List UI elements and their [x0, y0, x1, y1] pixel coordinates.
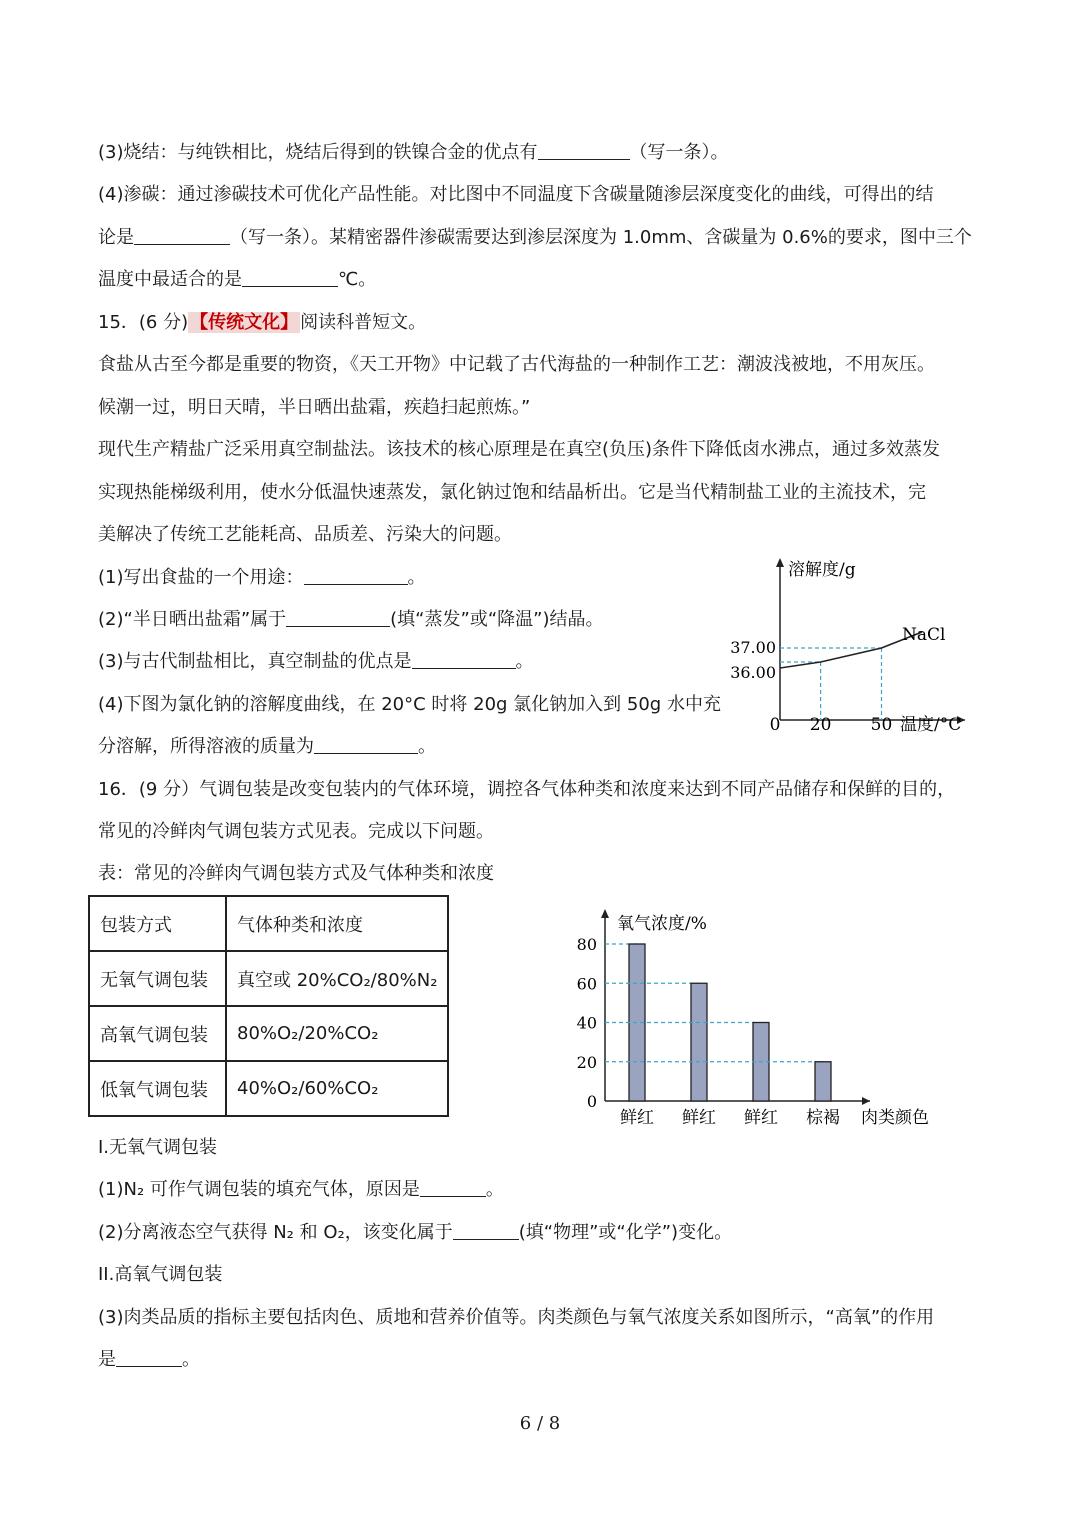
x-axis-label: 温度/°C [900, 715, 962, 735]
q15-1-line [98, 566, 426, 590]
q16-3-line1: (3)肉类品质的指标主要包括肉色、质地和营养价值等。肉类颜色与氧气浓度关系如图所示，“高氧”的作用 [98, 1307, 935, 1328]
table-cell: 无氧气调包装 [89, 951, 226, 1006]
q16-2-line [98, 1221, 732, 1245]
table-cell: 高氧气调包装 [89, 1006, 226, 1061]
q16-intro-line2: 常见的冷鲜肉气调包装方式见表。完成以下问题。 [98, 821, 494, 842]
passage-p2-line2: 实现热能梯级利用，使水分低温快速蒸发，氯化钠过饱和结晶析出。它是当代精制盐工业的主流技术，完 [98, 482, 926, 503]
q16-3-end: 。 [182, 1349, 200, 1370]
table-cell: 40%O₂/60%CO₂ [226, 1061, 448, 1116]
answer-blank[interactable] [453, 1221, 519, 1240]
table-cell: 80%O₂/20%CO₂ [226, 1006, 448, 1061]
y-tick-label: 40 [576, 1013, 597, 1033]
packaging-table [88, 895, 449, 1117]
bar [815, 1062, 831, 1101]
x-tick-label: 20 [809, 715, 832, 735]
passage-p2-line3: 美解决了传统工艺能耗高、品质差、污染大的问题。 [98, 524, 512, 545]
q15-number: 15．(6 分) [98, 312, 189, 333]
y-tick-label: 80 [576, 935, 597, 954]
passage-p2-line1: 现代生产精盐广泛采用真空制盐法。该技术的核心原理是在真空(负压)条件下降低卤水沸点，通过多效蒸发 [98, 439, 941, 460]
y-tick-label: 36.00 [730, 663, 776, 682]
table-row [89, 1061, 448, 1116]
solubility-chart-group [730, 558, 965, 735]
q15-4-text: 分溶解，所得溶液的质量为 [98, 736, 314, 757]
table-cell: 低氧气调包装 [89, 1061, 226, 1116]
q16-3-line2 [98, 1348, 200, 1372]
answer-blank[interactable] [304, 566, 408, 585]
table-header-cell: 气体种类和浓度 [226, 896, 448, 951]
category-label: 鲜红 [620, 1108, 654, 1128]
q15-1-text: (1)写出食盐的一个用途： [98, 567, 304, 588]
q14-4-prefix: 论是 [98, 227, 134, 248]
q16-3-prefix: 是 [98, 1349, 116, 1370]
q15-3-line [98, 650, 534, 674]
y-tick-label: 20 [576, 1052, 597, 1072]
x-tick-label: 0 [769, 715, 781, 735]
q15-2-line [98, 608, 604, 632]
solubility-chart [720, 552, 990, 742]
table-row [89, 1006, 448, 1061]
q15-2-suffix: (填“蒸发”或“降温”)结晶。 [390, 609, 604, 630]
y-tick-label: 37.00 [730, 638, 776, 657]
q14-4-line2 [98, 226, 972, 250]
series-label: NaCl [902, 625, 946, 645]
y-tick-label: 60 [576, 974, 597, 994]
q15-3-end: 。 [515, 651, 534, 672]
q14-3-text: (3)烧结：与纯铁相比，烧结后得到的铁镍合金的优点有 [98, 142, 538, 163]
category-label: 棕褐 [806, 1108, 840, 1128]
q16-1-text: (1)N₂ 可作气调包装的填充气体，原因是 [98, 1179, 420, 1200]
section-2-heading: II.高氧气调包装 [98, 1264, 223, 1285]
q14-3-suffix: （写一条）。 [629, 142, 729, 163]
traditional-culture-tag: 【传统文化】 [190, 312, 299, 333]
q16-2-text: (2)分离液态空气获得 N₂ 和 O₂，该变化属于 [98, 1222, 453, 1243]
q15-heading [98, 311, 426, 335]
passage-p1-line2: 候潮一过，明日天晴，半日晒出盐霜，疾趋扫起煎炼。” [98, 397, 531, 418]
q15-4-end: 。 [418, 736, 436, 757]
page-number: 6 / 8 [519, 1413, 561, 1434]
answer-blank[interactable] [286, 608, 390, 627]
y-axis-arrow [601, 909, 609, 918]
answer-blank[interactable] [242, 268, 338, 287]
table-header-cell: 包装方式 [89, 896, 226, 951]
answer-blank[interactable] [420, 1178, 486, 1197]
q14-4-text: （写一条）。某精密器件渗碳需要达到渗层深度为 1.0mm、含碳量为 0.6%的要求，图中三个 [230, 227, 972, 248]
answer-blank[interactable] [134, 226, 230, 245]
table-caption: 表：常见的冷鲜肉气调包装方式及气体种类和浓度 [98, 863, 494, 884]
x-axis-arrow [862, 1097, 870, 1105]
oxygen-bar-chart [570, 905, 950, 1135]
q16-intro-line1: 16．(9 分）气调包装是改变包装内的气体环境，调控各气体种类和浓度来达到不同产品储存和保鲜的目的， [98, 779, 956, 800]
x-tick-label: 50 [870, 715, 893, 735]
category-label: 鲜红 [682, 1108, 716, 1128]
q14-3-line [98, 141, 729, 165]
q14-4-prefix2: 温度中最适合的是 [98, 269, 242, 290]
answer-blank[interactable] [538, 141, 630, 160]
table-header-row [89, 896, 448, 951]
y-tick-label: 0 [586, 1092, 597, 1111]
bar-chart-group [577, 909, 929, 1128]
q16-2-suffix: (填“物理”或“化学”)变化。 [518, 1222, 733, 1243]
passage-p1-line1: 食盐从古至今都是重要的物资，《天工开物》中记载了古代海盐的一种制作工艺：潮波浅被地，不用灰压。 [98, 354, 935, 375]
category-label: 鲜红 [744, 1108, 778, 1128]
table-row [89, 951, 448, 1006]
q14-4-unit: ℃。 [338, 269, 377, 290]
y-axis-arrow [776, 558, 784, 567]
q15-2-text: (2)“半日晒出盐霜”属于 [98, 609, 287, 630]
answer-blank[interactable] [314, 735, 418, 754]
section-1-heading: I.无氧气调包装 [98, 1137, 218, 1158]
y-axis-label: 溶解度/g [788, 560, 856, 580]
y-axis-label: 氧气浓度/% [617, 914, 707, 934]
q15-3-text: (3)与古代制盐相比，真空制盐的优点是 [98, 651, 412, 672]
q15-instruction: 阅读科普短文。 [300, 312, 427, 333]
table-cell: 真空或 20%CO₂/80%N₂ [226, 951, 448, 1006]
answer-blank[interactable] [116, 1348, 182, 1367]
q16-1-end: 。 [485, 1179, 504, 1200]
bar [691, 983, 707, 1101]
q16-1-line [98, 1178, 504, 1202]
x-axis-label: 肉类颜色 [861, 1108, 929, 1128]
q15-1-end: 。 [407, 567, 426, 588]
q14-4-line3 [98, 268, 376, 292]
q15-4-line2 [98, 735, 436, 759]
q14-4-line1: (4)渗碳：通过渗碳技术可优化产品性能。对比图中不同温度下含碳量随渗层深度变化的曲线，可得出的结 [98, 184, 934, 205]
answer-blank[interactable] [412, 650, 516, 669]
q15-4-line1: (4)下图为氯化钠的溶解度曲线，在 20°C 时将 20g 氯化钠加入到 50g 水中充 [98, 694, 721, 715]
